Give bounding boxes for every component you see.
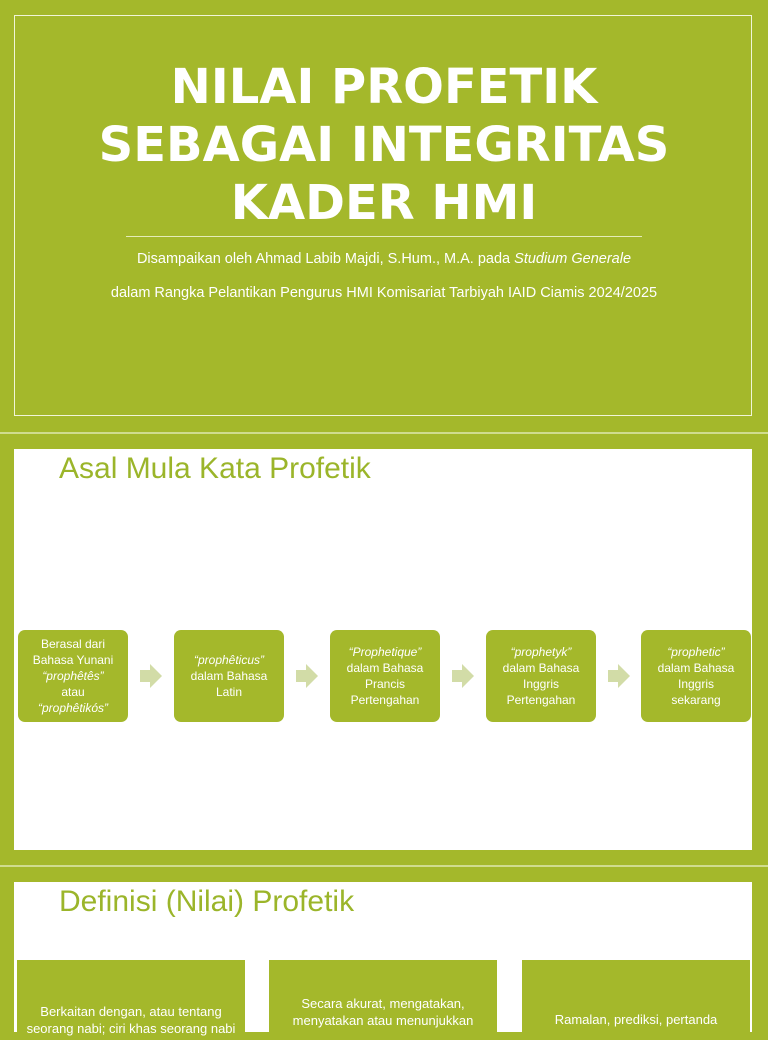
step-term: “prophetic” <box>667 645 725 659</box>
step-text: Inggris <box>677 677 715 691</box>
step-term: “prophetyk” <box>510 645 572 659</box>
step-text: sekarang <box>671 693 721 707</box>
slide-separator <box>0 432 768 434</box>
definition-card-2 <box>269 960 497 1040</box>
step-text: dalam Bahasa <box>190 669 268 683</box>
subtitle-line-2: dalam Rangka Pelantikan Pengurus HMI Komisariat Tarbiyah IAID Ciamis 2024/2025 <box>110 285 658 301</box>
origin-step-greek <box>18 630 128 722</box>
slide-separator <box>0 865 768 867</box>
origin-step-modern-english <box>641 630 751 722</box>
definition-card-3 <box>522 960 750 1040</box>
definition-heading: Definisi (Nilai) Profetik <box>59 885 355 918</box>
subtitle-line-1 <box>30 251 738 267</box>
step-text: Inggris <box>522 677 560 691</box>
step-text: dalam Bahasa <box>657 661 735 675</box>
title-line-3: KADER HMI <box>230 175 538 231</box>
title-line-2: SEBAGAI INTEGRITAS <box>98 117 670 173</box>
step-text: Pertengahan <box>350 693 420 707</box>
step-term: “prophêtikós” <box>37 701 109 715</box>
step-text: Prancis <box>364 677 405 691</box>
step-term: “Prophetique” <box>348 645 422 659</box>
step-text: dalam Bahasa <box>502 661 580 675</box>
origin-heading: Asal Mula Kata Profetik <box>59 452 371 485</box>
card-text: Secara akurat, mengatakan, <box>301 996 465 1011</box>
origin-step-latin <box>174 630 284 722</box>
step-text: Latin <box>215 685 243 699</box>
step-text: Bahasa Yunani <box>32 653 114 667</box>
subtitle-presenter: Disampaikan oleh Ahmad Labib Majdi, S.Hum., M.A. pada <box>136 251 515 267</box>
title-slide <box>0 0 768 432</box>
origin-step-middle-english <box>486 630 596 722</box>
title-divider <box>126 236 642 237</box>
card-text: seorang nabi; ciri khas seorang nabi <box>26 1021 236 1036</box>
step-term: “prophêticus” <box>193 653 265 667</box>
step-text: Pertengahan <box>506 693 576 707</box>
slide-title <box>30 58 738 232</box>
subtitle-event: Studium Generale <box>514 251 632 267</box>
definition-card-1 <box>17 960 245 1040</box>
card-text: Ramalan, prediksi, pertanda <box>554 1012 718 1027</box>
card-text: menyatakan atau menunjukkan <box>292 1013 474 1028</box>
origin-step-french <box>330 630 440 722</box>
step-text: atau <box>61 685 85 699</box>
card-text: Berkaitan dengan, atau tentang <box>40 1004 222 1019</box>
title-line-1: NILAI PROFETIK <box>170 59 598 115</box>
step-text: dalam Bahasa <box>346 661 424 675</box>
step-text: Berasal dari <box>40 637 106 651</box>
step-term: “prophêtês” <box>42 669 104 683</box>
